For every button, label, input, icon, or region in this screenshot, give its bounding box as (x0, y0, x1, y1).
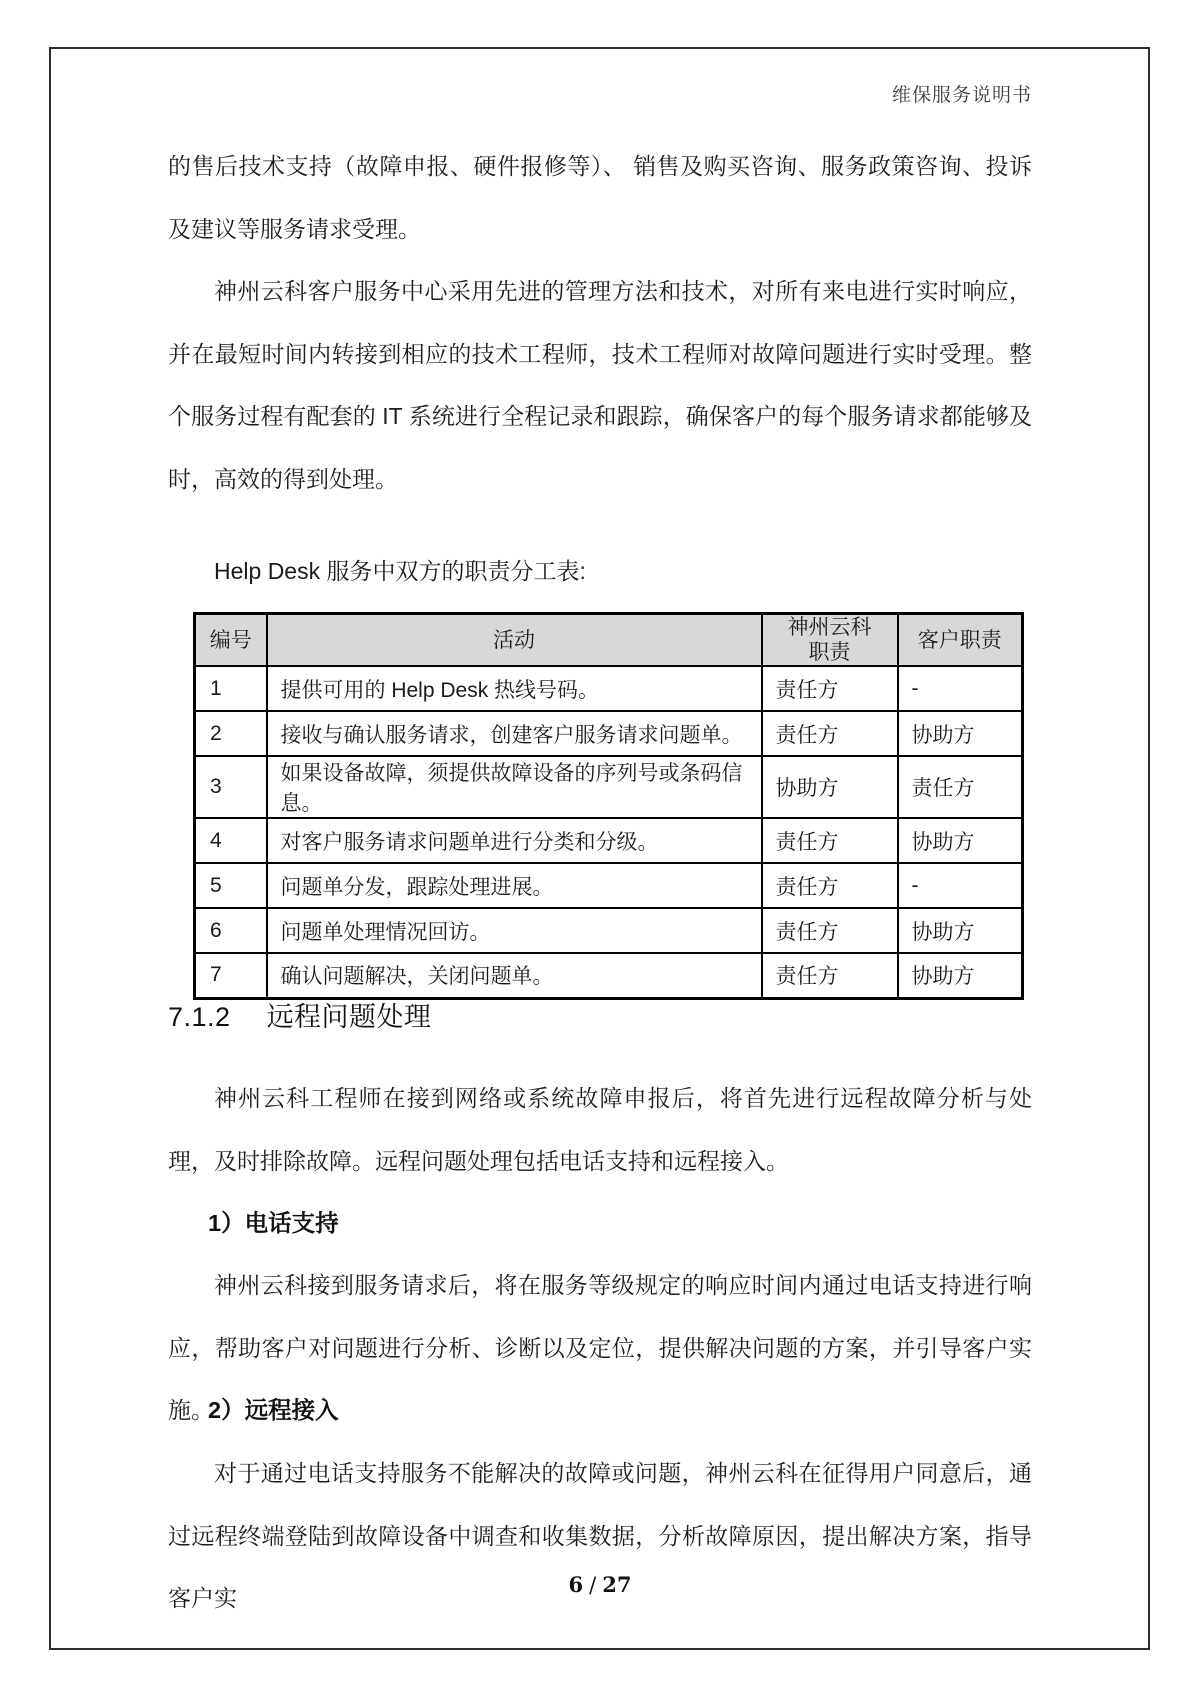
cell-customer-duty: 协助方 (898, 711, 1023, 756)
page-number-footer (0, 1572, 1200, 1597)
cell-number: 4 (195, 818, 267, 863)
section-heading-712 (168, 995, 432, 1034)
cell-yunke-duty: 协助方 (762, 756, 898, 818)
responsibility-table (193, 612, 1024, 1000)
paragraph-service-requests: 的售后技术支持（故障申报、硬件报修等）、 销售及购买咨询、服务政策咨询、投诉及建议等服务请求受理。 (168, 153, 1032, 242)
table-intro-text: Help Desk 服务中双方的职责分工表: (214, 558, 586, 584)
cell-number: 1 (195, 666, 267, 711)
table-row (195, 666, 1023, 711)
subheading-phone-support: 1）电话支持 (208, 1210, 339, 1236)
table-row (195, 863, 1023, 908)
table-row (195, 818, 1023, 863)
subheading-remote-access: 2）远程接入 (208, 1397, 339, 1423)
cell-customer-duty: 协助方 (898, 908, 1023, 953)
paragraph-phone-support: 神州云科接到服务请求后，将在服务等级规定的响应时间内通过电话支持进行响应，帮助客户对问题进行分析、诊断以及定位，提供解决问题的方案，并引导客户实施。 (168, 1272, 1032, 1423)
cell-activity: 接收与确认服务请求，创建客户服务请求问题单。 (267, 711, 762, 756)
page-number-current: 6 (568, 1572, 584, 1597)
header-cell-yunke-line1: 神州云科 (787, 616, 872, 639)
table-row (195, 953, 1023, 998)
cell-activity: 对客户服务请求问题单进行分类和分级。 (267, 818, 762, 863)
paragraph-remote-handling: 神州云科工程师在接到网络或系统故障申报后，将首先进行远程故障分析与处理，及时排除故障。远程问题处理包括电话支持和远程接入。 (168, 1085, 1032, 1174)
cell-customer-duty: - (898, 666, 1023, 711)
section-number: 7.1.2 (168, 1002, 231, 1032)
paragraph-service-center: 神州云科客户服务中心采用先进的管理方法和技术，对所有来电进行实时响应，并在最短时间内转接到相应的技术工程师，技术工程师对故障问题进行实时受理。整个服务过程有配套的 IT 系统进行全程记录和跟踪，确保客户的每个服务请求都能够及时，高效的得到处理。 (168, 278, 1032, 492)
document-header-title: 维保服务说明书 (891, 84, 1032, 106)
page-number-total: 27 (602, 1572, 632, 1597)
cell-yunke-duty: 责任方 (762, 711, 898, 756)
header-cell-yunke-duty (762, 614, 898, 667)
header-cell-customer-duty: 客户职责 (898, 614, 1023, 667)
cell-yunke-duty: 责任方 (762, 666, 898, 711)
cell-number: 7 (195, 953, 267, 998)
cell-activity: 问题单分发，跟踪处理进展。 (267, 863, 762, 908)
cell-yunke-duty: 责任方 (762, 953, 898, 998)
cell-yunke-duty: 责任方 (762, 908, 898, 953)
cell-number: 6 (195, 908, 267, 953)
header-cell-activity: 活动 (267, 614, 762, 667)
section-title: 远程问题处理 (266, 1002, 432, 1032)
table-row (195, 711, 1023, 756)
cell-number: 2 (195, 711, 267, 756)
header-cell-number: 编号 (195, 614, 267, 667)
paragraph-remote-access: 对于通过电话支持服务不能解决的故障或问题，神州云科在征得用户同意后，通过远程终端登陆到故障设备中调查和收集数据，分析故障原因，提出解决方案，指导客户实 (168, 1460, 1032, 1611)
table-row (195, 908, 1023, 953)
cell-activity: 问题单处理情况回访。 (267, 908, 762, 953)
cell-customer-duty: 协助方 (898, 953, 1023, 998)
cell-customer-duty: 责任方 (898, 756, 1023, 818)
cell-customer-duty: - (898, 863, 1023, 908)
cell-customer-duty: 协助方 (898, 818, 1023, 863)
header-cell-yunke-line2: 职责 (808, 641, 851, 664)
cell-activity: 如果设备故障，须提供故障设备的序列号或条码信息。 (267, 756, 762, 818)
table-row (195, 756, 1023, 818)
cell-activity: 确认问题解决，关闭问题单。 (267, 953, 762, 998)
cell-yunke-duty: 责任方 (762, 818, 898, 863)
cell-number: 5 (195, 863, 267, 908)
cell-number: 3 (195, 756, 267, 818)
cell-yunke-duty: 责任方 (762, 863, 898, 908)
page-number-separator: / (589, 1573, 597, 1597)
table-header-row (195, 614, 1023, 667)
cell-activity: 提供可用的 Help Desk 热线号码。 (267, 666, 762, 711)
